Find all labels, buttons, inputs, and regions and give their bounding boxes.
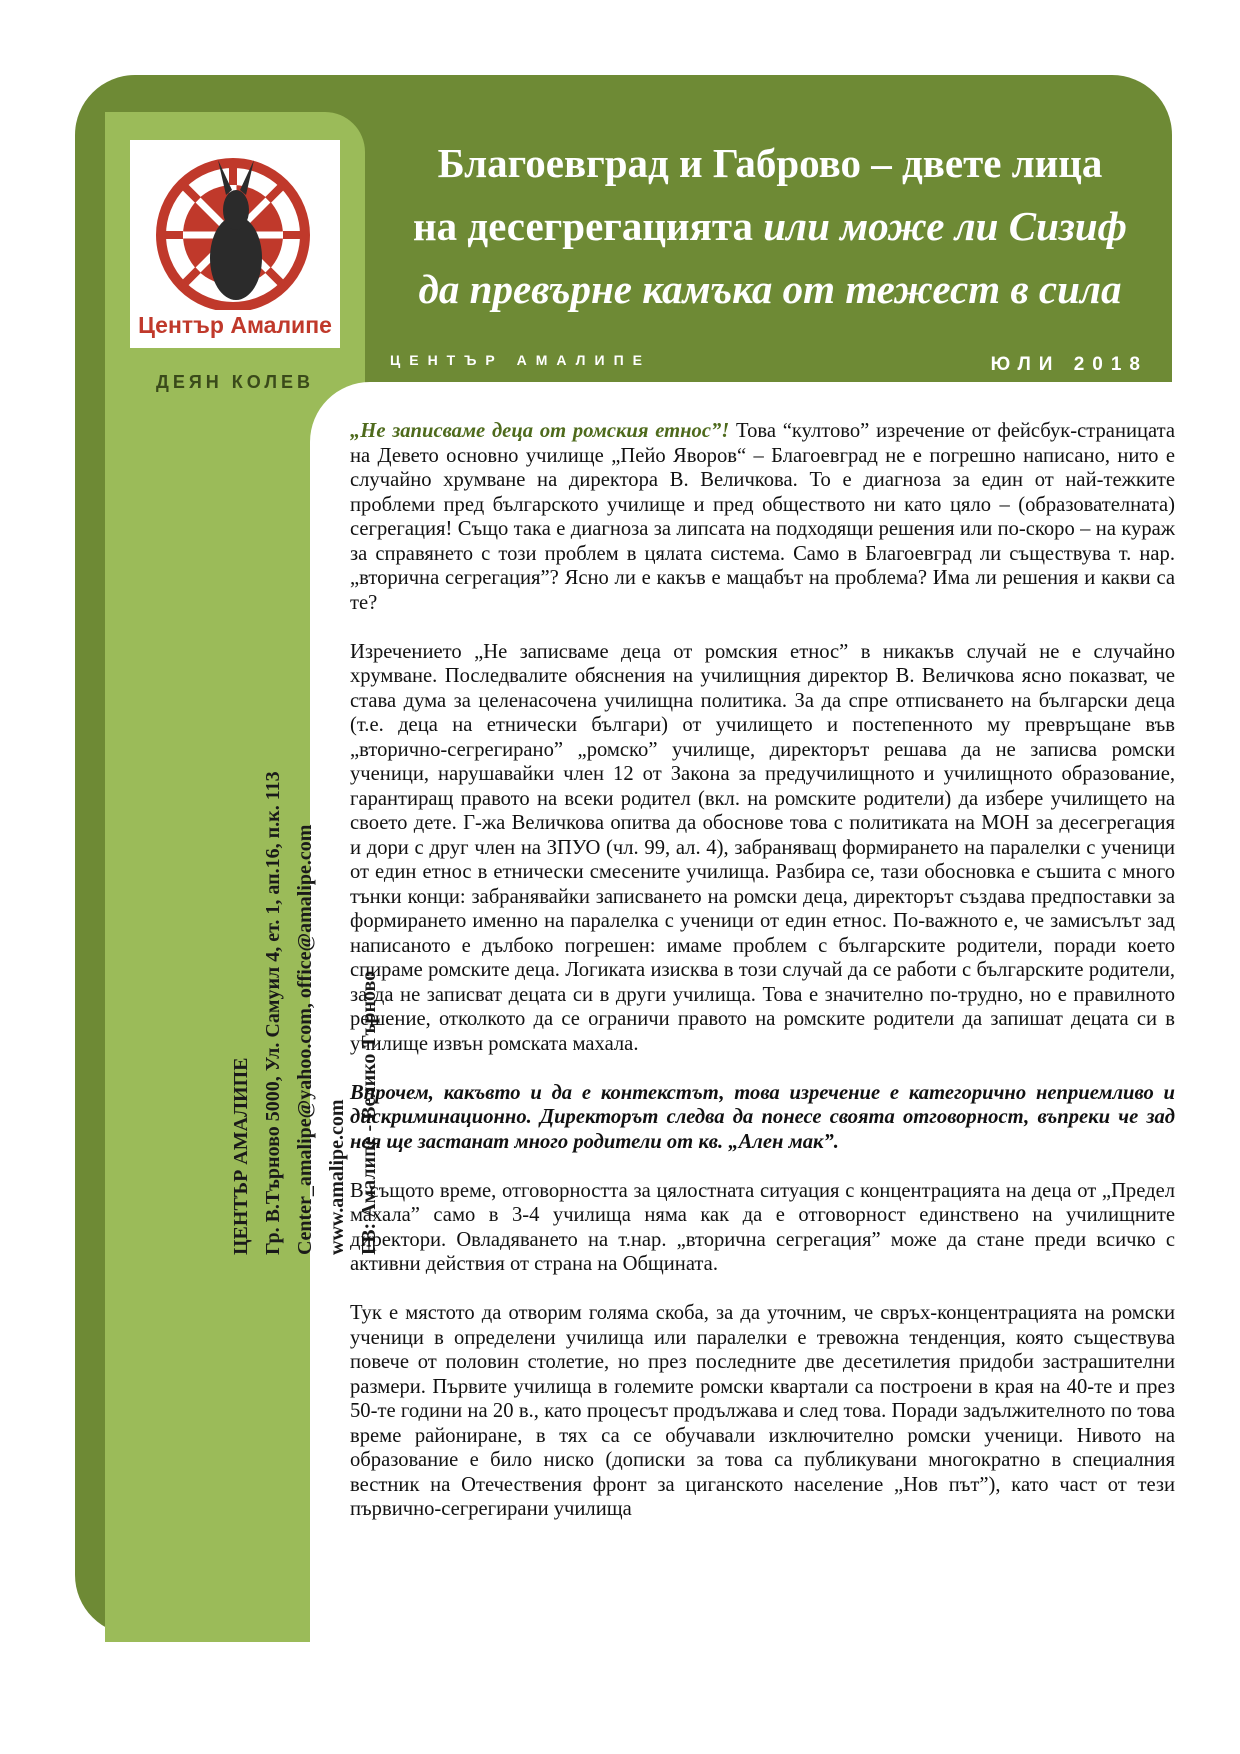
organization-label: ЦЕНТЪР АМАЛИПЕ <box>390 352 651 368</box>
paragraph-1 <box>350 419 1175 615</box>
paragraph-2: Изречението „Не записваме деца от ромския етнос” в никакъв случай не е случайно хрумване. Последвалите обяснения на училищния директор В. Величкова ясно показват, че става дума за целенасочена училищна политика. За да спре отписването на български деца (т.е. деца на етнически българи) от училището и постепенното му превръщане във „вторично-сегрегирано” „ромско” училище, директорът решава да не записва ромски ученици, нарушавайки член 12 от Закона за предучилищното и училищното образование, гарантиращ правото на всеки родител (вкл. на ромските родители) да избере училището на своето дете. Г-жа Величкова опитва да обоснове това с политиката на МОН за десегрегация и дори с друг член на ЗПУО (чл. 99, ал. 4), забраняващ формирането на паралелки с ученици от един етнос в етнически смесените училища. Разбира се, тази обосновка е съшита с много тънки конци: забранявайки записването на ромски деца, директорът създава предпоставки за формирането именно на паралелка с ученици от един етнос. По-важното е, че замисълът зад написаното е дълбоко погрешен: имаме проблем с българските родители, поради което спираме ромските деца. Логиката изисква в този случай да се работи с българските родители, за да не записват децата си в други училища. Това е значително по-трудно, но е правилното решение, отколкото да се ограничи правото на ромските родители да запишат децата си в училище извън ромската махала. <box>350 640 1175 1055</box>
issue-date: ЮЛИ 2018 <box>990 354 1148 375</box>
paragraph-4: В същото време, отговорността за цялостната ситуация с концентрацията на деца от „Предел махала” само в 3-4 училища няма как да е отговорност единствено на училищните директори. Овладяването на т.нар. „вторична сегрегация” може да стане преди всичко с активни действия от страна на Общината. <box>350 1179 1175 1275</box>
author-name: ДЕЯН КОЛЕВ <box>156 372 314 392</box>
contact-address: Гр. В.Търново 5000, Ул. Самуил 4, ет. 1, ап.16, п.к. 113 <box>262 771 284 1255</box>
logo-text: Център Амалипе <box>138 312 332 338</box>
title-line-3: да превърне камъка от тежест в сила <box>418 266 1122 312</box>
title-line-1: Благоевград и Габрово – двете лица <box>437 140 1103 186</box>
title-line-2-normal: на десегрегацията <box>412 203 753 249</box>
paragraph-1-text: Това “култово” изречение от фейсбук-страницата на Девето основно училище „Пейо Яворов“ – Благоевград не е погрешно написано, нито е случайно хрумване на директора В. Величкова. То е диагноза за един от най-тежките проблеми пред българското училище и пред обществото ни като цяло – (образователната) сегрегация! Също така е диагноза за липсата на подходящи решения или по-скоро – на кураж за справянето с този проблем в цялата система. Само в Благоевград ли съществува т. нар. „вторична сегрегация”? Ясно ли е какъв е мащабът на проблема? Има ли решения и какви са те? <box>350 420 1176 614</box>
contact-website: www.amalipe.com <box>326 1099 348 1255</box>
wheel-with-figure-logo <box>130 140 340 310</box>
article-body <box>350 419 1175 1546</box>
page-title <box>380 132 1160 321</box>
title-line-2-italic: или може ли Сизиф <box>763 203 1128 249</box>
paragraph-3: Впрочем, какъвто и да е контекстът, това изречение е категорично неприемливо и дискриминационно. Директорът следва да понесе своята отговорност, въпреки че зад нея ще застанат много родители от кв. „Ален мак”. <box>350 1081 1175 1153</box>
lead-quote: „Не записваме деца от ромския етнос”! <box>350 420 730 442</box>
contact-org: ЦЕНТЪР АМАЛИПЕ <box>230 1057 252 1255</box>
contact-facebook: FB: Амалипе - Велико Търново <box>358 970 380 1255</box>
paragraph-5: Тук е мястото да отворим голяма скоба, за да уточним, че свръх-концентрацията на ромски ученици в определени училища или паралелки е тревожна тенденция, която съществува повече от половин столетие, но през последните две десетилетия придоби застрашителни размери. Първите училища в големите ромски квартали са построени в края на 40-те и през 50-те години на 20 в., като процесът продължава и след това. Поради задължителното по това време райониране, в тях са се обучавали изключително ромски ученици. Нивото на образование е било ниско (дописки за това са публикувани многократно в специалния вестник на Отечествения фронт за циганското население „Нов път”), като част от тези първично-сегрегирани училища <box>350 1302 1175 1520</box>
contact-emails: Center_amalipe@yahoo.com, office@amalipe.com <box>294 824 316 1255</box>
amalipe-logo <box>130 140 340 348</box>
title-line-2 <box>380 195 1160 258</box>
